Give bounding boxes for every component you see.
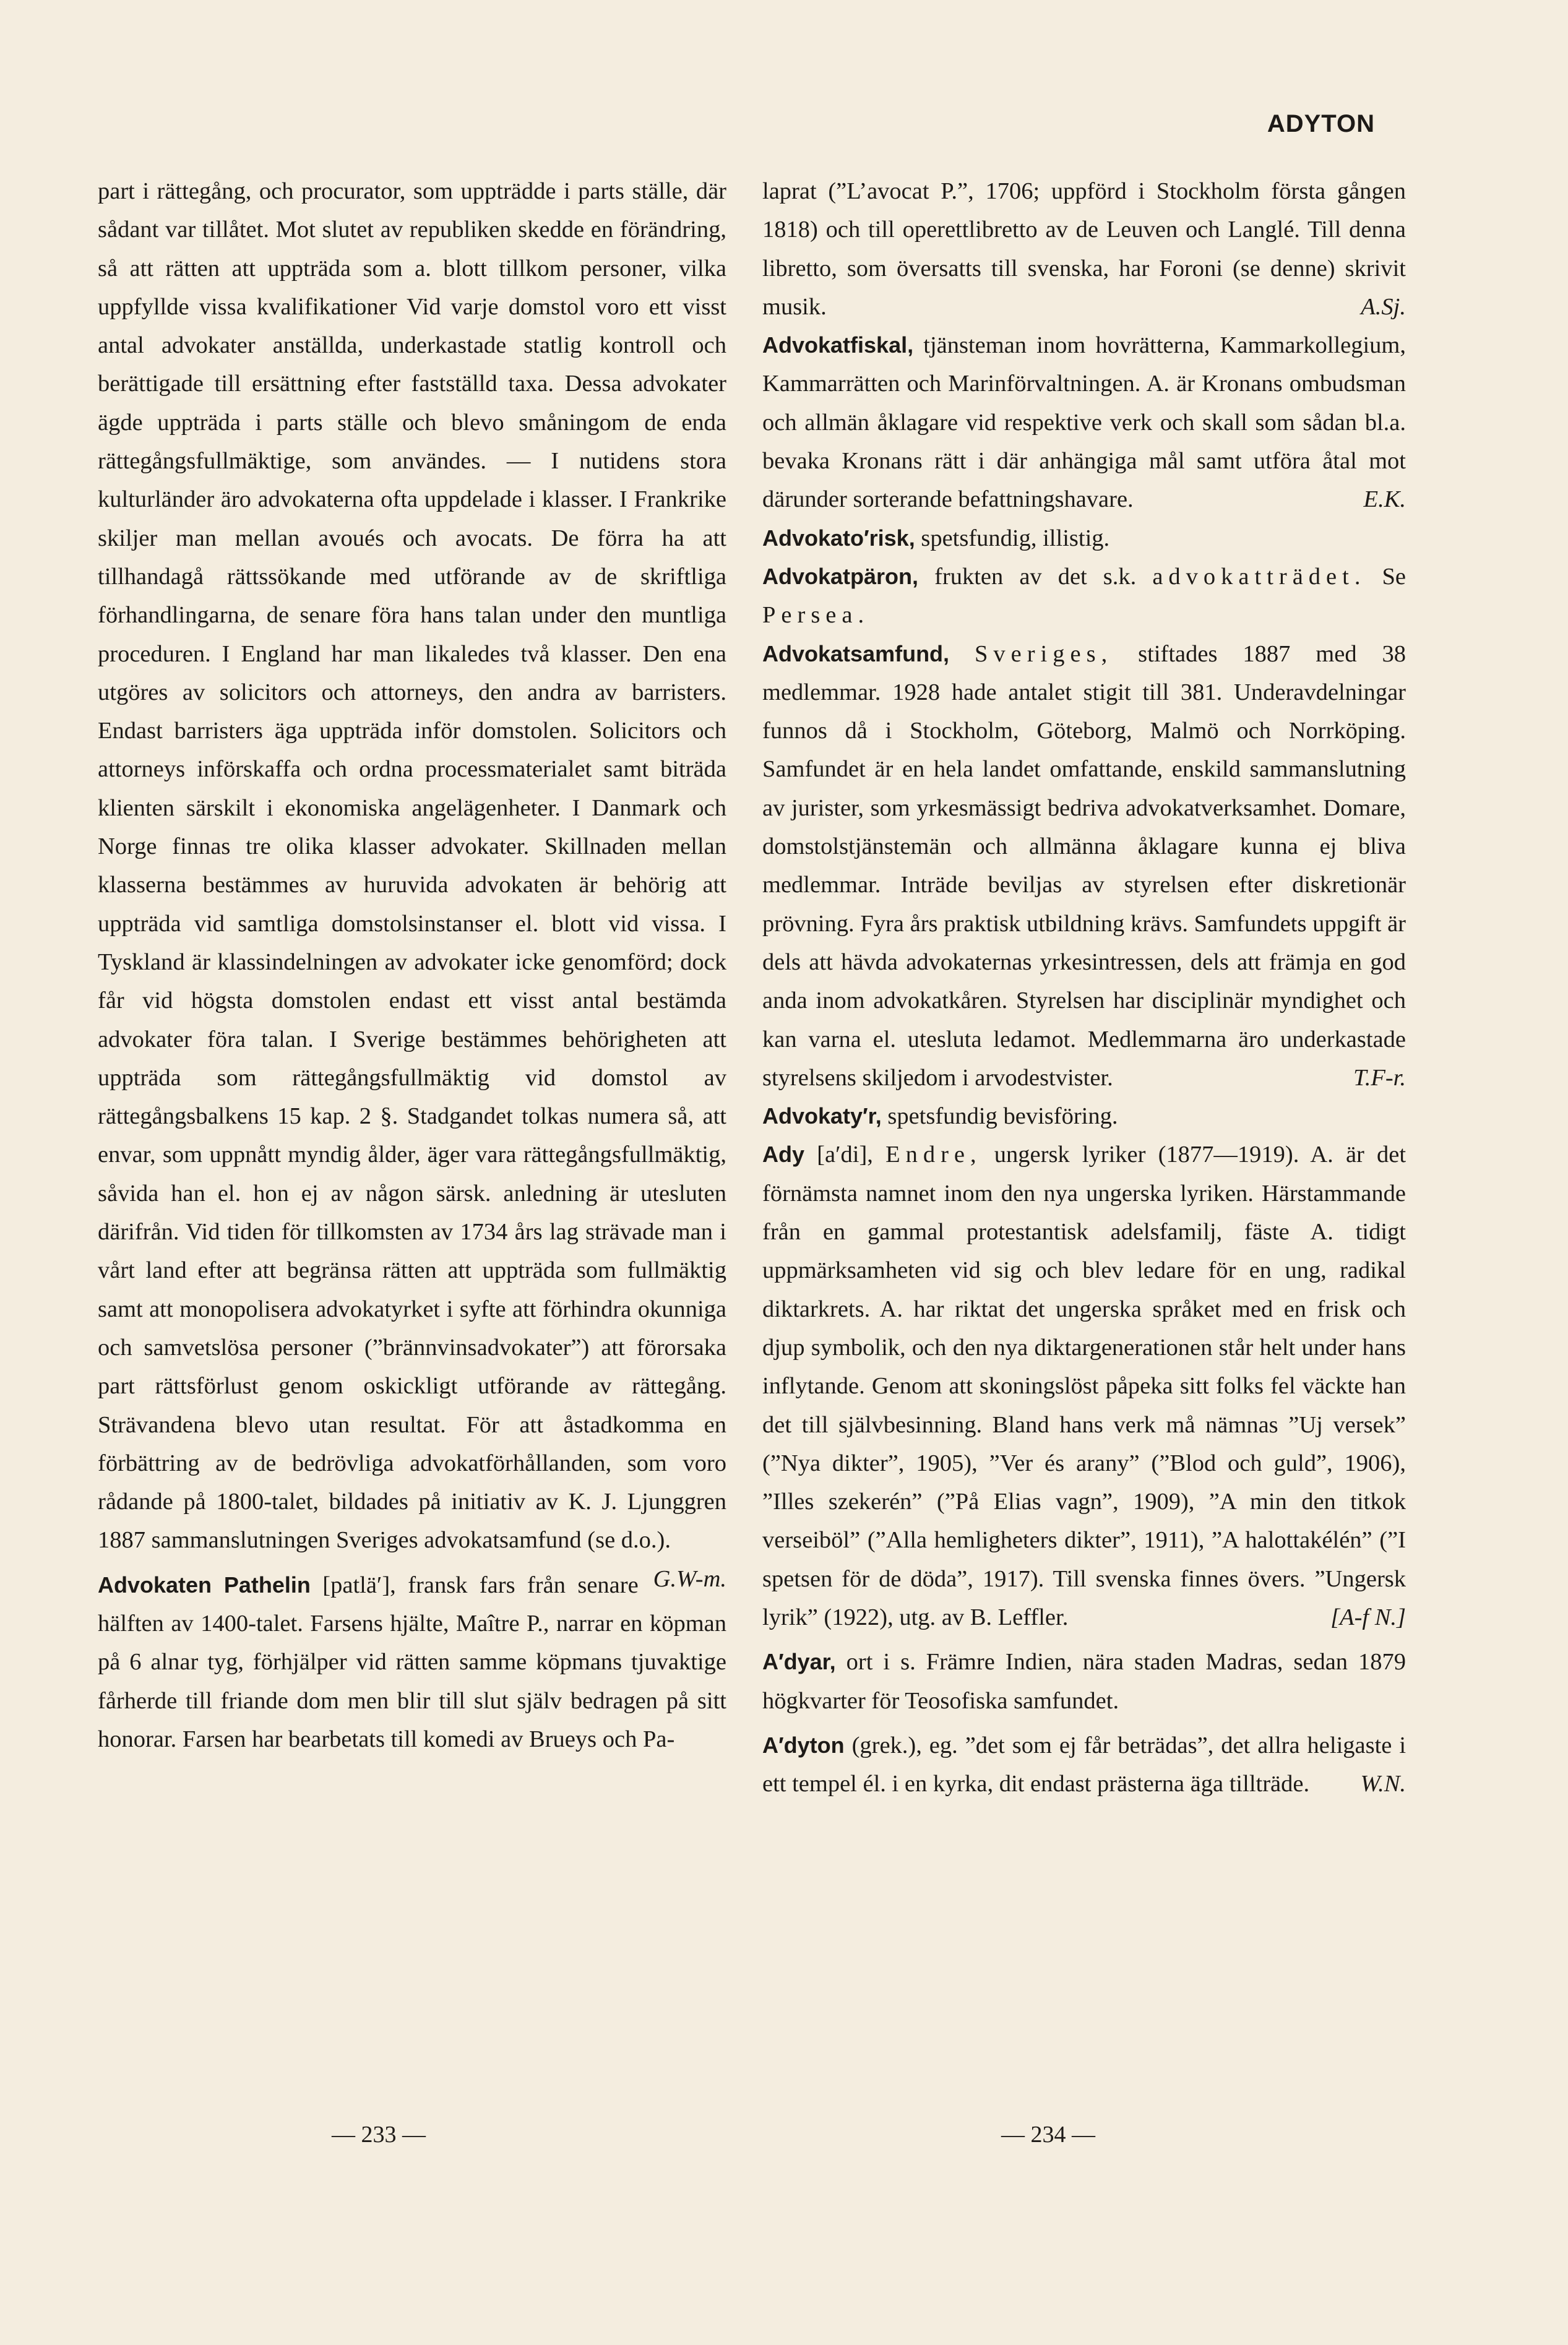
spaced-term: Sveriges, [974, 640, 1113, 667]
entry-text: [patlä′], fransk fars från senare hälften av 1400-talet. Farsens hjälte, Maître P., narrar en köpman på 6 alnar tyg, förhjälper vid rätten samme köpmans tjuvaktige fårherde till friande dom men blir till slut själv bedragen på sitt honorar. Farsen har bearbetats till komedi av Brueys och Pa- [98, 1572, 726, 1752]
author-signature: A.Sj. [1361, 293, 1406, 320]
left-column [98, 172, 726, 1758]
entry-text: spetsfundig, illistig. [921, 525, 1110, 551]
entry-headword: Advokaten Pathelin [98, 1572, 311, 1598]
entry-advokatsamfund [762, 635, 1406, 1098]
entry-adyar [762, 1643, 1406, 1720]
entry-headword: A′dyar, [762, 1649, 836, 1675]
entry-ady [762, 1135, 1406, 1637]
paragraph-pathelin-continued [762, 172, 1406, 326]
entry-text: spetsfundig bevisföring. [887, 1103, 1118, 1130]
entry-headword: A′dyton [762, 1732, 845, 1758]
entry-text: tjänsteman inom hovrätterna, Kammarkollegium, Kammarrätten och Marinförvaltningen. A. är Kronans ombudsman och allmän åklagare vid respektive verk och skall som sådan bl.a. bevaka Kronans rätt i där anhängiga mål samt utföra åtal mot därunder sorterande befattningshavare. [762, 332, 1406, 513]
entry-headword: Advokatsamfund, [762, 640, 950, 666]
page-number-left: — 233 — [332, 2122, 426, 2148]
entry-headword: Advokato′risk, [762, 525, 915, 551]
entry-text: frukten av det s.k. [934, 563, 1137, 590]
page-number-right: — 234 — [1001, 2122, 1095, 2148]
entry-advokatfiskal [762, 326, 1406, 518]
entry-advokatparon [762, 557, 1406, 635]
author-signature: G.W-m. [653, 1565, 726, 1592]
cross-reference: Persea. [762, 602, 870, 629]
entry-text: stiftades 1887 med 38 medlemmar. 1928 hade antalet stigit till 381. Underavdelningar funnos då i Stockholm, Göteborg, Malmö och Norrköping. Samfundet är en hela landet omfattande, enskild sammanslutning av jurister, som yrkesmässigt bedriva advokatverksamhet. Domare, domstolstjänstemän och allmänna åklagare kunna ej bliva medlemmar. Inträde beviljas av styrelsen efter diskretionär prövning. Fyra års praktisk utbildning krävs. Samfundets uppgift är dels att hävda advokaternas yrkesintressen, dels att främja en god anda inom advokatkåren. Styrelsen har disciplinär myndighet och kan varna el. utesluta ledamot. Medlemmarna äro underkastade styrelsens skiljedom i arvodestvister. [762, 640, 1406, 1091]
entry-advokatorisk [762, 519, 1406, 557]
entry-text: (grek.), eg. ”det som ej får beträdas”, det allra heligaste i ett tempel él. i en kyrka, dit endast prästerna äga tillträde. [762, 1732, 1406, 1797]
author-signature: [A-f N.] [1330, 1604, 1406, 1630]
entry-headword: Advokatpäron, [762, 563, 919, 589]
spaced-term: Endre, [885, 1142, 982, 1168]
entry-headword: Ady [762, 1142, 805, 1168]
entry-headword: Advokaty′r, [762, 1103, 882, 1129]
paragraph-text: part i rättegång, och procurator, som uppträdde i parts ställe, där sådant var tillåtet. Mot slutet av republiken skedde en förändring, så att rätten att uppträda som a. blott tillkom personer, vilka uppfyllde vissa kvalifikationer Vid varje domstol voro ett visst antal advokater anställda, underkastade statlig kontroll och berättigade till ersättning efter fastställd taxa. Dessa advokater ägde uppträda i parts ställe och blevo småningom de enda rättegångsfullmäktige, som användes. — I nutidens stora kulturländer äro advokaterna ofta uppdelade i klasser. I Frankrike skiljer man mellan avoués och avocats. De förra ha att tillhandagå rättssökande med utförande av de skriftliga förhandlingarna, de senare föra hans talan under den muntliga proceduren. I England har man likaledes två klasser. Den ena utgöres av solicitors och attorneys, den andra av barristers. Endast barristers äga uppträda inför domstolen. Solicitors och attorneys införskaffa och ordna processmaterialet samt biträda klienten särskilt i ekonomiska angelägenheter. I Danmark och Norge finnas tre olika klasser advokater. Skillnaden mellan klasserna bestämmes av huruvida advokaten är behörig att uppträda vid samtliga domstolsinstanser el. blott vid vissa. I Tyskland är klassindelningen av advokater icke genomförd; dock får vid högsta domstolen endast ett visst antal bestämda advokater föra talan. I Sverige bestämmes behörigheten att uppträda som rättegångsfullmäktig vid domstol av rättegångsbalkens 15 kap. 2 §. Stadgandet tolkas numera så, att envar, som uppnått myndig ålder, äger vara rättegångsfullmäktig, såvida han el. hon ej av någon särsk. anledning är utesluten därifrån. Vid tiden för tillkomsten av 1734 års lag strävade man i vårt land efter att begränsa rätten att uppträda som fullmäktig samt att monopolisera advokatyrket i syfte att förhindra okunniga och samvetslösa personer (”brännvinsadvokater”) att förorsaka part rättsförlust genom oskickligt utförande av rättegång. Strävandena blevo utan resultat. För att åstadkomma en förbättring av de bedrövliga advokatförhållanden, som voro rådande på 1800-talet, bildades på initiativ av K. J. Ljunggren 1887 sammanslutningen Sveriges advokatsamfund (se d.o.). [98, 178, 726, 1554]
running-header: ADYTON [1267, 110, 1375, 137]
entry-headword: Advokatfiskal, [762, 332, 914, 358]
spaced-term: advokatträdet. [1152, 563, 1366, 590]
entry-advokatyr [762, 1097, 1406, 1135]
paragraph-text: laprat (”L’avocat P.”, 1706; uppförd i Stockholm första gången 1818) och till operettlibretto av de Leuven och Langlé. Till denna libretto, som översatts till svenska, har Foroni (se denne) skrivit musik. [762, 178, 1406, 320]
author-signature: W.N. [1360, 1771, 1406, 1797]
entry-adyton [762, 1726, 1406, 1804]
entry-text: ungersk lyriker (1877—1919). A. är det förnämsta namnet inom den nya ungerska lyriken. Härstammande från en gammal protestantisk adelsfamilj, fäste A. tidigt uppmärksamheten vid sig och blev ledare för en ung, radikal diktarkrets. A. har riktat det ungerska språket med en frisk och djup symbolik, och den nya diktargenerationen står helt under hans inflytande. Genom att skoningslöst påpeka sitt folks fel väckte han det till självbesinning. Bland hans verk må nämnas ”Uj versek” (”Nya dikter”, 1905), ”Ver és arany” (”Blod och guld”, 1906), ”Illes szekerén” (”På Elias vagn”, 1909), ”A min den titkok verseiböl” (”Alla hemligheters dikter”, 1911), ”A halottakélén” (”I spetsen för de döda”, 1917). Till svenska finnes övers. ”Ungersk lyrik” (1922), utg. av B. Leffler. [762, 1142, 1406, 1630]
author-signature: T.F-r. [1353, 1064, 1406, 1091]
see-label: Se [1382, 563, 1406, 590]
right-column [762, 172, 1406, 1803]
author-signature: E.K. [1363, 486, 1406, 513]
entry-advokaten-pathelin [98, 1566, 726, 1758]
pronunciation: [a′di], [817, 1142, 873, 1168]
entry-text: ort i s. Främre Indien, nära staden Madras, sedan 1879 högkvarter för Teosofiska samfundet. [762, 1649, 1406, 1714]
